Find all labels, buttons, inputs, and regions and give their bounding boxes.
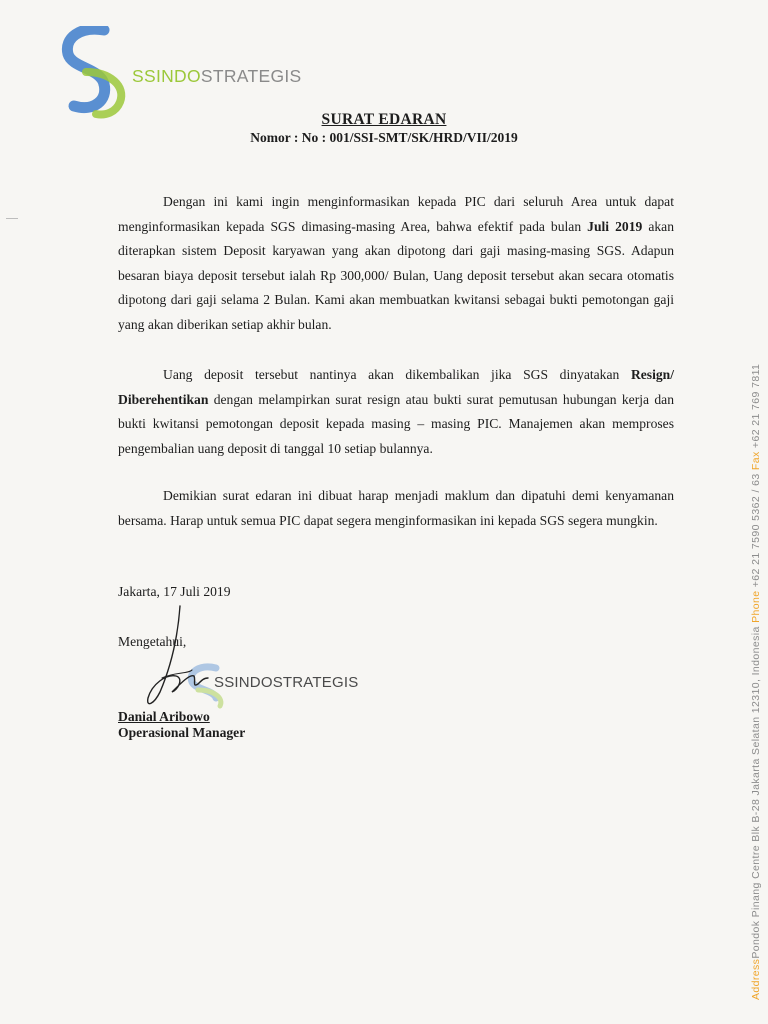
letter-date: Jakarta, 17 Juli 2019 [118,584,231,599]
logo-wordmark [132,66,302,87]
scan-mark [6,218,18,219]
company-logo [60,26,300,122]
paragraph-2 [118,363,674,461]
sgs-s-logo-icon [60,26,130,122]
address-text: Pondok Pinang Centre Blk B-28 Jakarta Selatan 12310, Indonesia [750,622,762,959]
stamp-text: SSINDOSTRATEGIS [214,674,359,691]
fax-text: +62 21 769 7811 [750,363,762,452]
handwritten-signature [132,604,222,714]
paragraph-3 [118,484,674,533]
address-label: Address [750,958,762,1000]
letter-number: Nomor : No : 001/SSI-SMT/SK/HRD/VII/2019 [250,130,518,145]
logo-text-prefix: SSINDO [132,66,201,86]
paragraph-1 [118,190,674,337]
paragraph-1-bold: Juli 2019 [587,218,643,234]
paragraph-3-text: Demikian surat edaran ini dibuat harap menjadi maklum dan dipatuhi demi kenyamanan bersama. Harap untuk semua PIC dapat segera menginformasikan ini kepada SGS segera mungkin. [118,488,674,528]
letter-title: SURAT EDARAN [321,111,447,128]
paragraph-1-text-b: akan diterapkan sistem Deposit karyawan yang akan dipotong dari gaji masing-masing SGS. Adapun besaran biaya deposit tersebut ialah Rp 300,000/ Bulan, Uang deposit tersebut akan secara otomatis dipotong dari gaji selama 2 Bulan. Kami akan membuatkan kwitansi sebagai bukti pemotongan gaji yang akan diberikan setiap akhir bulan. [118,218,675,332]
footer-address [750,364,762,1000]
fax-label: Fax [750,451,762,471]
signer-name: Danial Aribowo [118,709,210,724]
paragraph-2-text-a: Uang deposit tersebut nantinya akan dikembalikan jika SGS dinyatakan [163,367,631,382]
paragraph-2-text-b: dengan melampirkan surat resign atau bukti surat pemutusan hubungan kerja dan bukti kwitansi pemotongan deposit kepada masing – masing PIC. Manajemen akan memproses pengembalian uang deposit di tanggal 10 setiap bulannya. [118,391,674,456]
paragraph-2-bold: Resign/ Diberehentikan [118,367,674,407]
logo-text-suffix: STRATEGIS [200,66,302,86]
phone-text: +62 21 7590 5362 / 63 [750,470,762,591]
paragraph-1-text-a: Dengan ini kami ingin menginformasikan kepada PIC dari seluruh Area untuk dapat menginformasikan kepada SGS dimasing-masing Area, bahwa efektif pada bulan [118,194,674,234]
acknowledged-label: Mengetahui, [118,634,187,649]
phone-label: Phone [750,590,762,623]
signer-title: Operasional Manager [118,725,246,740]
